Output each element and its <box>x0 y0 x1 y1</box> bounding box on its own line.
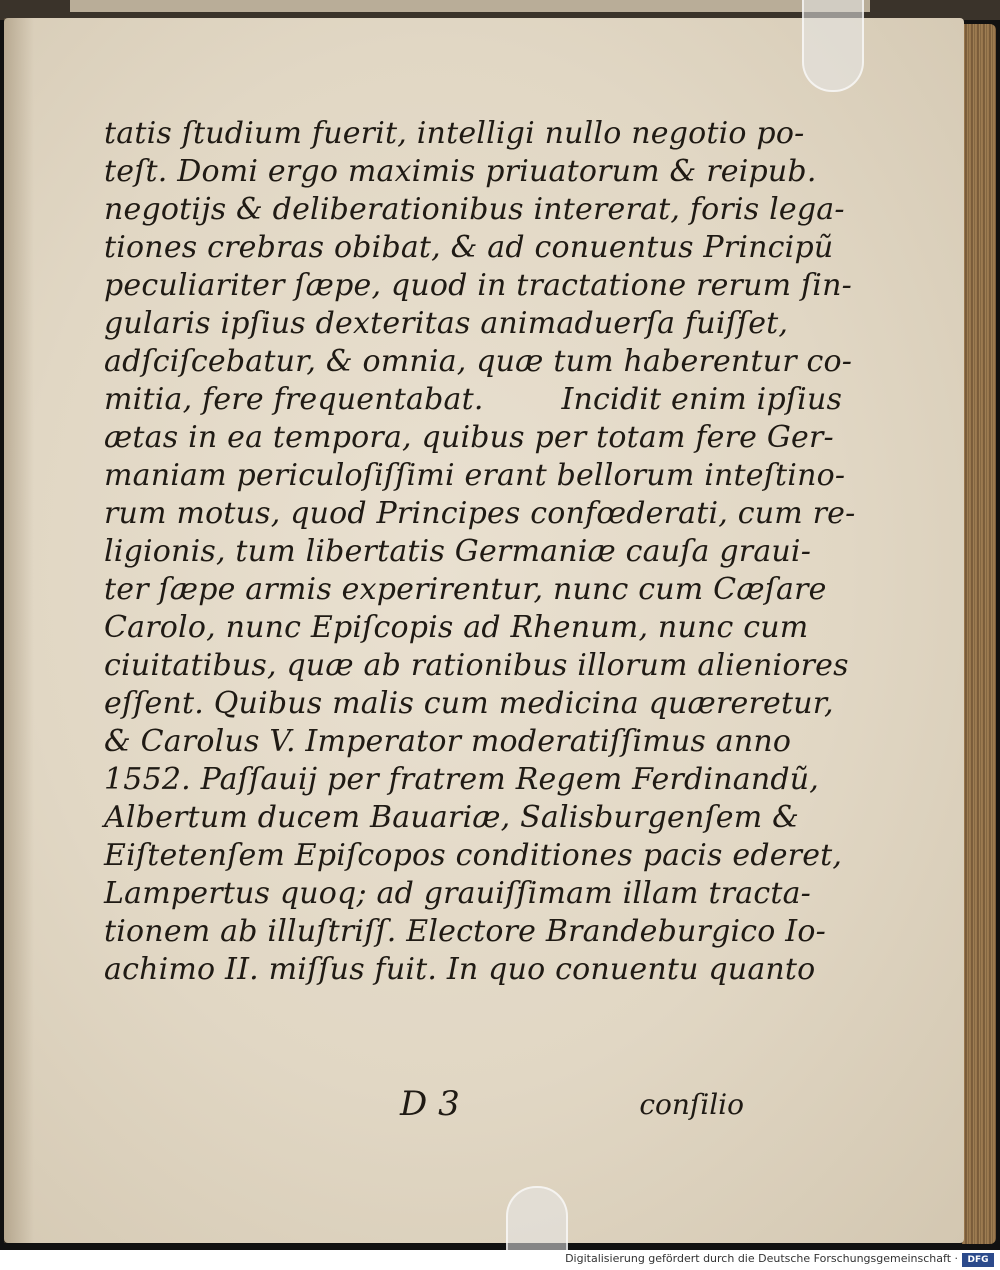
text-line: tionem ab illuſtriſſ. Electore Brandeburgico Io- <box>104 914 826 949</box>
text-line: mitia, fere frequentabat. Incidit enim ipſius <box>104 382 843 417</box>
text-line: tatis ſtudium fuerit, intelligi nullo negotio po- <box>104 116 805 151</box>
text-line: rum motus, quod Principes confœderati, cum re- <box>104 496 856 531</box>
text-line: ætas in ea tempora, quibus per totam fere Ger- <box>104 420 834 455</box>
text-line: teſt. Domi ergo maximis priuatorum & reipub. <box>104 154 817 189</box>
book-page-edges <box>962 24 996 1244</box>
text-line: adſciſcebatur, & omnia, quæ tum haberentur co- <box>104 344 853 379</box>
text-line: Eiſtetenſem Epiſcopos conditiones pacis ederet, <box>104 838 843 873</box>
signature-mark: D 3 <box>400 1084 460 1124</box>
text-line: Albertum ducem Bauariæ, Salisburgenſem & <box>104 800 800 835</box>
text-line: maniam periculoſiſſimi erant bellorum inteſtino- <box>104 458 846 493</box>
gutter-shadow <box>4 18 34 1243</box>
text-line: eſſent. Quibus malis cum medicina quæreretur, <box>104 686 834 721</box>
digitization-credit-bar <box>0 1250 1000 1270</box>
text-line: Carolo, nunc Epiſcopis ad Rhenum, nunc cum <box>104 610 809 645</box>
page-text <box>104 115 856 989</box>
text-line: gularis ipſius dexteritas animaduerſa fuiſſet, <box>104 306 789 341</box>
text-line: ligionis, tum libertatis Germaniæ cauſa graui- <box>104 534 812 569</box>
text-line: peculiariter ſæpe, quod in tractatione rerum ſin- <box>104 268 852 303</box>
text-line: ciuitatibus, quæ ab rationibus illorum alieniores <box>104 648 849 683</box>
credit-text: Digitalisierung gefördert durch die Deutsche Forschungsgemeinschaft · <box>565 1252 958 1265</box>
text-line: ter ſæpe armis experirentur, nunc cum Cæſare <box>104 572 827 607</box>
catchword: conſilio <box>639 1088 744 1121</box>
text-line: negotijs & deliberationibus intererat, foris lega- <box>104 192 845 227</box>
dfg-logo: DFG <box>962 1253 994 1267</box>
text-line: 1552. Paſſauij per fratrem Regem Ferdinandũ, <box>104 762 820 797</box>
previous-leaf-edge <box>70 0 870 12</box>
top-page-clip <box>802 0 864 92</box>
bottom-page-clip <box>506 1186 568 1250</box>
text-line: & Carolus V. Imperator moderatiſſimus anno <box>104 724 792 759</box>
text-line: Lampertus quoq; ad grauiſſimam illam tracta- <box>104 876 812 911</box>
text-line: achimo II. miſſus fuit. In quo conuentu quanto <box>104 952 816 987</box>
page-footer <box>104 1084 764 1124</box>
text-line: tiones crebras obibat, & ad conuentus Principũ <box>104 230 834 265</box>
